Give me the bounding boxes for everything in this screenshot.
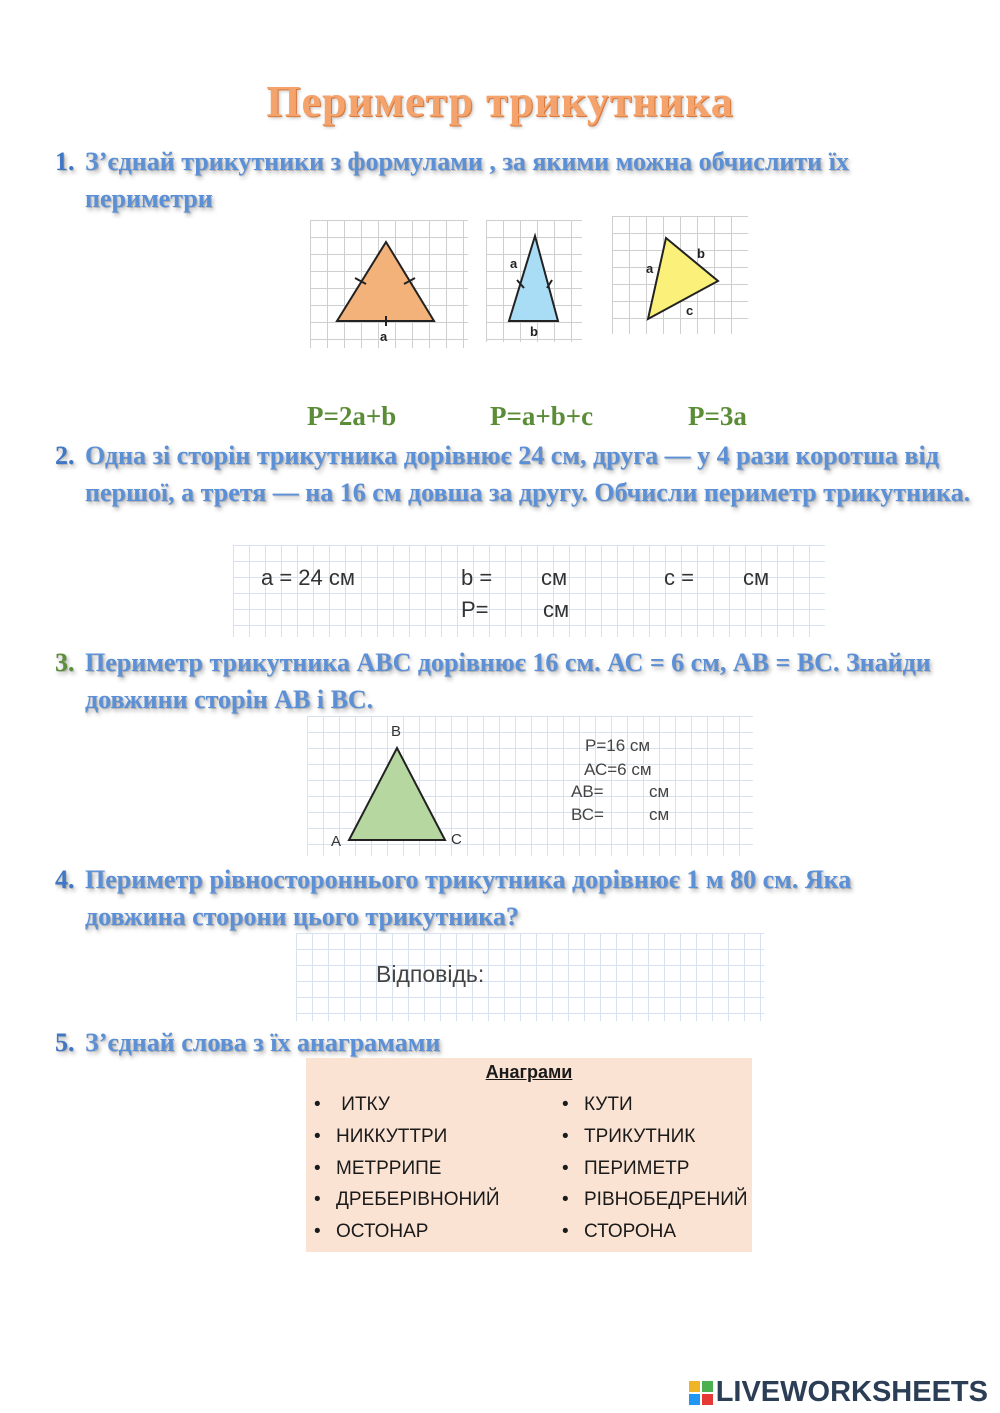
question-1 (55, 143, 955, 217)
page-title: Периметр трикутника (266, 77, 734, 126)
anagram-left-item[interactable]: • ИТКУ (314, 1094, 390, 1115)
side-label-b: b (697, 246, 705, 261)
anagram-table (306, 1058, 752, 1252)
side-label: a (510, 256, 518, 271)
c-unit: см (743, 565, 770, 590)
formula-3[interactable]: P=3a (688, 401, 747, 431)
triangle-isosceles-figure (486, 220, 582, 342)
anagram-header: Анаграми (485, 1062, 573, 1082)
brand-text: LIVEWORKSHEETS (715, 1376, 988, 1408)
question-text: Периметр рівностороннього трикутника дорівнює 1 м 80 см. Яка довжина сторони цього трикутника? (85, 865, 852, 931)
anagram-right-item[interactable]: • КУТИ (562, 1094, 633, 1115)
anagram-left-item[interactable]: • ДРЕБЕРІВНОНИЙ (314, 1189, 500, 1210)
task2-answer-box (233, 545, 825, 637)
bc-label: ВС= (571, 805, 604, 824)
c-input[interactable] (701, 565, 741, 591)
bc-input[interactable] (609, 805, 645, 825)
answer-input[interactable] (506, 961, 726, 991)
ab-unit: см (649, 782, 670, 801)
anagram-right-item[interactable]: • СТОРОНА (562, 1221, 677, 1242)
vertex-b: B (391, 723, 402, 740)
question-number: 3. (55, 648, 75, 677)
b-label: b = (461, 565, 493, 590)
question-3 (55, 644, 975, 718)
question-4 (55, 861, 955, 935)
anagram-right-item[interactable]: • ТРИКУТНИК (562, 1126, 696, 1147)
question-number: 5. (55, 1028, 75, 1057)
side-label-a: a (646, 261, 654, 276)
b-unit: см (541, 565, 568, 590)
p-unit: см (543, 597, 570, 622)
b-input[interactable] (507, 565, 541, 591)
given-a: a = 24 см (261, 565, 356, 590)
question-text: З’єднай трикутники з формулами , за якими можна обчислити їх периметри (85, 147, 849, 213)
question-number: 4. (55, 865, 75, 894)
task4-answer-box (296, 933, 764, 1021)
triangle-yellow (612, 216, 748, 334)
question-text: З’єднай слова з їх анаграмами (85, 1028, 441, 1057)
ab-input[interactable] (609, 782, 645, 802)
vertex-c: C (451, 831, 462, 848)
anagram-right-item[interactable]: • ПЕРИМЕТР (562, 1158, 690, 1179)
formula-2[interactable]: P=a+b+c (490, 401, 594, 431)
formula-1[interactable]: P=2a+b (307, 401, 397, 431)
p-input[interactable] (501, 597, 541, 623)
question-number: 2. (55, 441, 75, 470)
anagram-left-item[interactable]: • НИККУТТРИ (314, 1126, 448, 1147)
triangle-scalene-figure (612, 216, 748, 334)
vertex-a: A (331, 833, 342, 850)
answer-label: Відповідь: (376, 961, 485, 987)
side-label: a (380, 329, 388, 344)
liveworksheets-icon (688, 1380, 714, 1406)
anagram-left-item[interactable]: • МЕТРРИПЕ (314, 1158, 442, 1179)
anagram-right-item[interactable]: • РІВНОБЕДРЕНИЙ (562, 1189, 748, 1210)
given-perimeter: P=16 см (585, 736, 651, 755)
given-ac: АС=6 см (584, 760, 652, 779)
question-text: Периметр трикутника АВС дорівнює 16 см. АС = 6 см, АВ = ВС. Знайди довжини сторін АВ і ВС. (85, 648, 931, 714)
bc-unit: см (649, 805, 670, 824)
triangle-blue (486, 220, 582, 342)
triangle-orange (310, 220, 468, 348)
side-label-c: c (686, 303, 694, 318)
anagram-left-item[interactable]: • ОСТОНАР (314, 1221, 429, 1242)
ab-label: АВ= (571, 782, 604, 801)
question-number: 1. (55, 147, 75, 176)
question-text: Одна зі сторін трикутника дорівнює 24 см, друга — у 4 рази коротша від першої, а третя — на 16 см довша за другу. Обчисли периметр трикутника. (85, 441, 971, 507)
liveworksheets-logo (688, 1376, 988, 1409)
p-label: P= (461, 597, 489, 622)
task3-figure-box (307, 716, 753, 856)
question-5 (55, 1024, 955, 1061)
question-2 (55, 437, 980, 511)
c-label: c = (664, 565, 694, 590)
triangle-abc (307, 716, 487, 856)
triangle-equilateral-figure (310, 220, 468, 348)
base-label: b (530, 324, 538, 339)
